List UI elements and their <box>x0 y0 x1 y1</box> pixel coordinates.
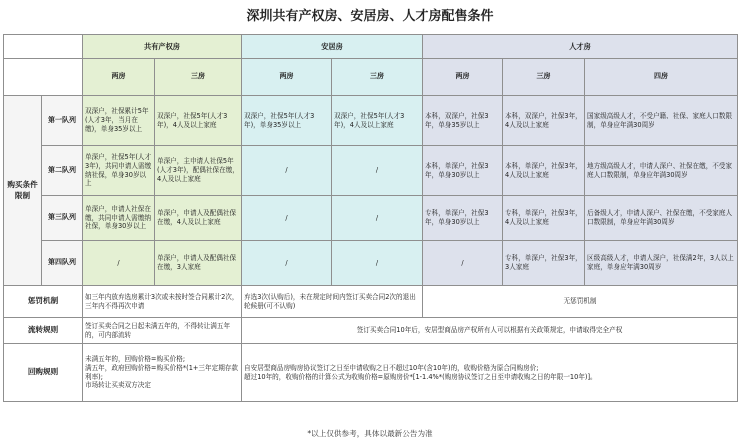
queue-cell: 区级高级人才，申请人深户，社保满2年，3人以上家庭，单身应年满30周岁 <box>585 241 738 286</box>
group-rencai: 人才房 <box>423 35 738 59</box>
sub-rencai-2room: 两房 <box>423 59 503 96</box>
queue-row-2 <box>4 146 738 196</box>
group-anju: 安居房 <box>242 35 423 59</box>
group-gongyou: 共有产权房 <box>83 35 242 59</box>
queue-cell: 后备级人才，申请人深户、社保在缴，不受家庭人口数限制，单身应年满30周岁 <box>585 196 738 241</box>
queue-label: 第一队列 <box>42 96 83 146</box>
buyback-gongyou-line: 未满五年的，回购价格=购买价格; <box>85 354 186 363</box>
buyback-gongyou <box>83 344 242 402</box>
queue-cell: 双深户，社保5年(人才3年)，单身35岁以上 <box>242 96 332 146</box>
queue-cell: 本科，单深户，社保3年，单身30岁以上 <box>423 146 503 196</box>
buyback-row <box>4 344 738 402</box>
queue-cell: / <box>242 241 332 286</box>
queue-row-1 <box>4 96 738 146</box>
queue-cell: / <box>332 146 423 196</box>
queue-cell: / <box>423 241 503 286</box>
buyback-gongyou-line: 市场转让买卖双方决定 <box>85 381 151 390</box>
queue-cell: 双深户，社保5年(人才3年)，4人及以上家庭 <box>155 96 242 146</box>
queue-row-4 <box>4 241 738 286</box>
queue-cell: 本科，双深户，社保3年，4人及以上家庭 <box>503 96 585 146</box>
queue-cell: 单深户，申请人及配偶社保在缴，3人家庭 <box>155 241 242 286</box>
sub-gongyou-3room: 三房 <box>155 59 242 96</box>
queue-cell: / <box>83 241 155 286</box>
page-title: 深圳共有产权房、安居房、人才房配售条件 <box>246 9 494 24</box>
queue-cell: / <box>332 241 423 286</box>
sub-rencai-3room: 三房 <box>503 59 585 96</box>
queue-cell: 本科，双深户，社保3年，单身35岁以上 <box>423 96 503 146</box>
sub-anju-3room: 三房 <box>332 59 423 96</box>
queue-row-3 <box>4 196 738 241</box>
sub-anju-2room: 两房 <box>242 59 332 96</box>
penalty-rencai: 无惩罚机制 <box>423 286 738 318</box>
queue-cell: 单深户，主申请人社保5年(人才3年)，配偶社保在缴，4人及以上家庭 <box>155 146 242 196</box>
footnote: *以上仅供参考，具体以最新公告为准 <box>307 429 433 438</box>
queue-cell: 专科，单深户，社保3年，3人家庭 <box>503 241 585 286</box>
buyback-rest <box>242 344 738 402</box>
penalty-label: 惩罚机制 <box>4 286 83 318</box>
queue-cell: 单深户，申请人社保在缴，共同申请人需缴纳社保，单身30岁以上 <box>83 196 155 241</box>
sub-rencai-4room: 四房 <box>585 59 738 96</box>
queue-cell: 单深户，社保5年(人才3年)，共同申请人需缴纳社保，单身30岁以上 <box>83 146 155 196</box>
sub-gongyou-2room: 两房 <box>83 59 155 96</box>
queue-cell: 专科，单深户，社保3年，单身30岁以上 <box>423 196 503 241</box>
queue-label: 第四队列 <box>42 241 83 286</box>
queue-cell: 专科，单深户，社保3年，4人及以上家庭 <box>503 196 585 241</box>
queue-cell: 地方级高级人才，申请人深户、社保在缴，不受家庭人口数限制，单身应年满30周岁 <box>585 146 738 196</box>
queue-cell: / <box>242 196 332 241</box>
buyback-rest-line: 超过10年的，收购价格的计算公式为收购价格=原购房价*[1-1.4%*(购房协议签订之日至申请收购之日的年限一10年)]。 <box>244 372 597 381</box>
group-header-row <box>4 35 738 59</box>
queue-cell: / <box>332 196 423 241</box>
transfer-row <box>4 318 738 344</box>
penalty-anju: 弃选3次(认购后)，未在规定时间内签订买卖合同2次的退出轮候册(可不认购) <box>242 286 423 318</box>
queue-cell: 单深户，申请人及配偶社保在缴，4人及以上家庭 <box>155 196 242 241</box>
queue-cell: 双深户，社保累计5年(人才3年，当月在缴)，单身35岁以上 <box>83 96 155 146</box>
queue-label: 第二队列 <box>42 146 83 196</box>
purchase-conditions-label: 购买条件限制 <box>4 96 42 286</box>
transfer-label: 流转规则 <box>4 318 83 344</box>
buyback-rest-line: 自安居型商品房购房协议签订之日至申请收购之日不超过10年(含10年)的，收购价格为原合同购房价; <box>244 363 539 372</box>
queue-cell: 本科，单深户，社保3年，4人及以上家庭 <box>503 146 585 196</box>
penalty-gongyou: 如三年内放弃选房累计3次或未按时签合同累计2次，三年内不得再次申请 <box>83 286 242 318</box>
queue-label: 第三队列 <box>42 196 83 241</box>
buyback-gongyou-line: 满五年，政府回购价格=购买价格*(1+三年定期存款利率); <box>85 363 238 381</box>
buyback-label: 回购规则 <box>4 344 83 402</box>
queue-cell: / <box>242 146 332 196</box>
room-header-row <box>4 59 738 96</box>
queue-cell: 双深户，社保5年(人才3年)，4人及以上家庭 <box>332 96 423 146</box>
queue-cell: 国家级高级人才，不受户籍、社保、家庭人口数限制，单身应年满30周岁 <box>585 96 738 146</box>
transfer-gongyou: 签订买卖合同之日起未满五年的，不得转让满五年的，可内部流转 <box>83 318 242 344</box>
penalty-row <box>4 286 738 318</box>
corner-cell <box>4 35 83 59</box>
conditions-table <box>3 34 738 402</box>
transfer-rest: 签订买卖合同10年后，安居型商品房产权所有人可以根据有关政策规定，申请取得完全产权 <box>242 318 738 344</box>
corner-cell-2 <box>4 59 83 96</box>
